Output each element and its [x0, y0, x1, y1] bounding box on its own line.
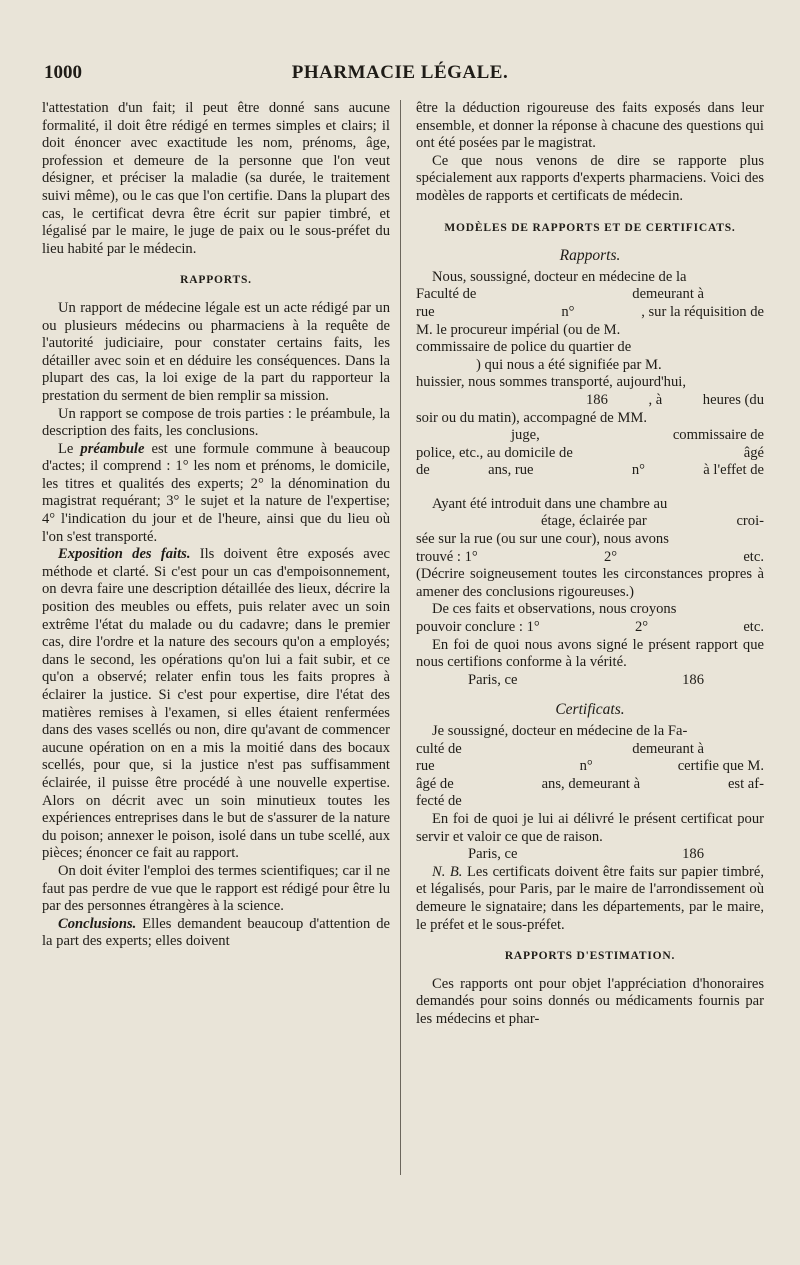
term-conclusions: Conclusions.: [58, 915, 137, 932]
paragraph: [416, 864, 764, 934]
form-text: demeurant à: [632, 286, 704, 303]
form-line: soir ou du matin), accompagné de MM.: [416, 409, 648, 426]
form-text: police, etc., au domicile de: [416, 444, 573, 461]
form-line: ) qui nous a été signifiée par M.: [476, 356, 662, 373]
form-text: 186: [682, 846, 704, 863]
page-header: [40, 62, 760, 92]
form-text: demeurant à: [632, 740, 704, 757]
paragraph: (Décrire soigneusement toutes les circonstances propres à amener des conclusions rigoureuses.): [416, 566, 764, 600]
form-text: Paris, ce: [468, 846, 518, 863]
term-preambule: préambule: [80, 440, 145, 457]
right-column: [416, 100, 764, 1029]
section-heading-rapports: RAPPORTS.: [180, 274, 252, 287]
left-column: [42, 100, 390, 951]
form-line: Ayant été introduit dans une chambre au: [432, 495, 668, 512]
page-number: 1000: [44, 62, 82, 83]
form-text: 186: [586, 391, 608, 408]
paragraph: Ces rapports ont pour objet l'appréciation d'honoraires demandés pour soins donnés ou médicaments fournis par les médecins et phar-: [416, 975, 764, 1027]
form-line: [416, 445, 764, 463]
form-text: ans, demeurant à: [541, 775, 641, 792]
form-line: [416, 741, 764, 759]
form-line: [416, 427, 764, 445]
form-line: Nous, soussigné, docteur en médecine de la: [432, 268, 687, 285]
form-line: [416, 758, 764, 776]
form-line: [416, 286, 764, 304]
paragraph: Ce que nous venons de dire se rapporte plus spécialement aux rapports d'experts pharmaciens. Voici des modèles de rapports et certificats de médecin.: [416, 152, 764, 204]
paragraph: [42, 546, 390, 863]
form-text: n°: [579, 758, 593, 775]
paragraph: En foi de quoi je lui ai délivré le présent certificat pour servir et valoir ce que de raison.: [416, 810, 764, 845]
term-nb: N. B.: [432, 863, 463, 880]
paragraph: [42, 916, 390, 951]
form-text: rue: [416, 303, 435, 320]
form-text: commissaire de: [672, 427, 764, 444]
text-run: est une formule commune à beaucoup d'actes; il comprend : 1° les nom et prénoms, le domicile, les titres et qualités des experts; 2° la dénomination du magistrat requérant; 3° le sujet et la nature de l'expertise; 4° l'indication du jour et de l'heure, ainsi que du lieu où l'on s'est transporté.: [42, 440, 391, 545]
form-text: , à: [648, 391, 663, 408]
form-text: n°: [561, 303, 575, 320]
form-line: [416, 619, 764, 637]
form-line: Je soussigné, docteur en médecine de la Fa-: [432, 723, 688, 739]
subheading-certificats: Certificats.: [555, 701, 625, 719]
form-line: [416, 392, 764, 410]
section-heading-estimation: RAPPORTS D'ESTIMATION.: [504, 950, 676, 963]
spacer: [416, 480, 764, 496]
form-line: commissaire de police du quartier de: [416, 339, 632, 356]
form-text: âgé de: [416, 775, 454, 792]
form-text: croi-: [736, 513, 764, 530]
form-text: culté de: [416, 740, 462, 757]
form-text: etc.: [743, 619, 764, 636]
subheading-rapports: Rapports.: [559, 247, 621, 265]
form-line: M. le procureur impérial (ou de M.: [416, 321, 621, 338]
form-text: Paris, ce: [468, 671, 518, 688]
form-line: [416, 513, 764, 531]
form-text: heures (du: [702, 391, 764, 408]
paragraph: être la déduction rigoureuse des faits exposés dans leur ensemble, et donner la réponse à chacune des questions qui ont été posées par le magistrat.: [416, 100, 764, 152]
form-line: huissier, nous sommes transporté, aujourd'hui,: [416, 374, 686, 391]
column-divider: [400, 100, 401, 1175]
form-line: sée sur la rue (ou sur une cour), nous avons: [416, 531, 669, 548]
paragraph: En foi de quoi nous avons signé le présent rapport que nous certifions conforme à la vérité.: [416, 636, 764, 671]
text-run: Ils doivent être exposés avec méthode et clarté. Si c'est pour un cas d'empoisonnement, on devra faire une description détaillée des lieux, décrire la position des meubles ou effets, puis relater avec un soin extrême l'état du malade ou du cadavre; dans le premier cas, dire l'ordre et la nature des secours qu'on a employés; dans le second, les opérations qu'on lui a fait subir, et ce qu'on a observé; relater enfin tous les faits propres à éclairer la justice. Si c'est pour expertise, dire l'état des matières remises à l'examen, si elles étaient renfermées dans des vases scellés ou non, dire qu'avant de commencer aucune opération on en a mis la moitié dans des bocaux scellés, pour que, si la justice n'est pas suffisamment éclairée, il puisse être procédé à une nouvelle expertise. Alors on décrit avec un soin minutieux toutes les expériences entreprises dans le but de s'assurer de la nature du poison; annexer le poison, isolé dans un tube scellé, aux pièces; énoncer ce fait au rapport.: [42, 546, 390, 862]
form-text: etc.: [743, 548, 764, 565]
running-title: PHARMACIE LÉGALE.: [291, 62, 509, 83]
form-line: [416, 462, 764, 480]
form-text: est af-: [727, 775, 764, 792]
form-text: , sur la réquisition de: [641, 303, 764, 320]
form-line: [416, 776, 764, 794]
form-text: rue: [416, 758, 435, 775]
form-line: De ces faits et observations, nous croyons: [432, 601, 677, 618]
form-text: ans, rue: [488, 462, 534, 479]
form-text: juge,: [511, 427, 540, 444]
term-exposition: Exposition des faits.: [58, 546, 191, 563]
form-line: [416, 304, 764, 322]
form-text: Faculté de: [416, 286, 477, 303]
form-text: à l'effet de: [703, 462, 764, 479]
form-text: 2°: [603, 548, 618, 565]
spacer: [416, 689, 764, 699]
paragraph: On doit éviter l'emploi des termes scientifiques; car il ne faut pas perdre de vue que le rapport est rédigé pour être lu par des personnes étrangères à la science.: [42, 862, 390, 915]
form-text: de: [416, 462, 430, 479]
form-text: étage, éclairée par: [541, 513, 647, 530]
form-text: âgé: [743, 444, 764, 461]
paragraph: [42, 441, 390, 547]
paragraph: Un rapport de médecine légale est un acte rédigé par un ou plusieurs médecins ou pharmaciens à la requête de l'autorité judiciaire, pour constater certains faits, les détailler avec soin et en déduire les conséquences. Dans la plupart des cas, la loi exige de la part du rapporteur la prestation du serment de bien remplir sa mission.: [42, 299, 390, 404]
section-heading-modeles: MODÈLES DE RAPPORTS ET DE CERTIFICATS.: [444, 221, 736, 234]
paragraph: Un rapport se compose de trois parties : le préambule, la description des faits, les conclusions.: [42, 405, 390, 440]
form-text: 2°: [634, 619, 649, 636]
form-text: 186: [682, 671, 704, 688]
form-text: trouvé : 1°: [416, 548, 478, 565]
form-text: n°: [631, 462, 645, 479]
form-line: fecté de: [416, 793, 462, 810]
text-run: Elles demandent beaucoup d'attention de la part des experts; elles doivent: [42, 915, 390, 950]
text-run: Le: [58, 440, 81, 457]
form-text: certifie que M.: [677, 758, 764, 775]
form-text: pouvoir conclure : 1°: [416, 619, 540, 636]
form-line: [416, 672, 764, 690]
text-run: Les certificats doivent être faits sur papier timbré, et légalisés, pour Paris, par le maire de l'arrondissement où demeure le signataire; dans les départements, par le maire, le préfet et le sous-préfet.: [416, 863, 764, 933]
paragraph: l'attestation d'un fait; il peut être donné sans aucune formalité, il doit être rédigé en termes simples et clairs; il doit énoncer avec exactitude les nom, prénoms, âge, profession et demeure de la personne que l'on veut désigner, et préciser la maladie (sa durée, le traitement suivi même), ou le cas que l'on certifie. Dans la plupart des cas, le certificat devra être écrit sur papier timbré, et légalisé par le maire, le juge de paix ou le sous-préfet du lieu habité par le médecin.: [42, 100, 390, 257]
form-line: [416, 549, 764, 567]
form-line: [416, 846, 764, 864]
